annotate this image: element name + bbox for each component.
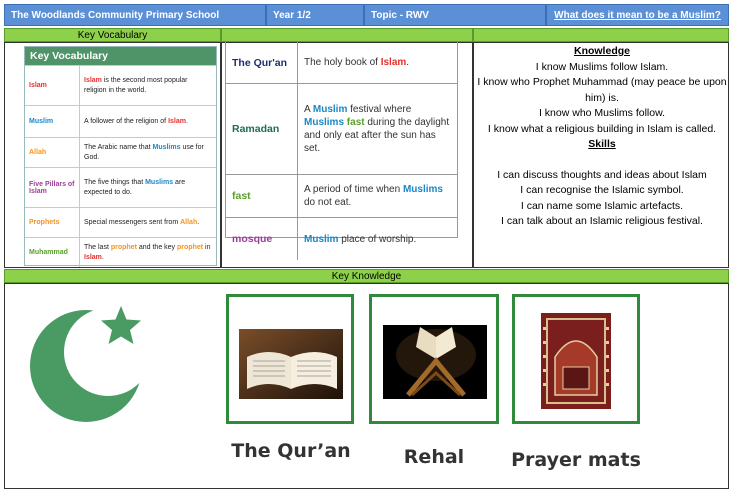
definition-row [225, 84, 458, 175]
quran-picture-frame [226, 294, 354, 424]
definition-term: The Qur'an [225, 42, 298, 83]
definition-fragment: A follower of the religion of [84, 117, 169, 125]
skills-heading: Skills [588, 138, 616, 150]
quran-book-icon [229, 297, 351, 421]
vocabulary-term: Muhammad [25, 238, 80, 267]
prayer-mats-caption: Prayer mats [511, 449, 641, 471]
vocabulary-definition [80, 168, 216, 207]
definition-fragment: fast [346, 117, 365, 128]
vocabulary-row [25, 105, 216, 137]
definition-fragment: Allah [180, 218, 198, 226]
skill-statement: I can name some Islamic artefacts. [520, 199, 684, 212]
definition-text-inner [304, 103, 452, 155]
vocabulary-definition-text [84, 76, 212, 96]
definition-fragment: is the second most popular religion in the world. [84, 76, 188, 94]
definition-fragment: Muslim [312, 104, 348, 115]
knowledge-statement: I know what a religious building in Islam is called. [487, 122, 717, 135]
vocabulary-rows [25, 65, 216, 267]
definition-text-inner [304, 233, 416, 246]
crescent-star-icon [24, 300, 154, 430]
definition-fragment: Muslims [145, 178, 174, 186]
definition-fragment: Special messengers sent from [84, 218, 181, 226]
definition-fragment: festival where [347, 104, 412, 115]
vocabulary-term: Muslim [25, 106, 80, 137]
header-bar-right [473, 28, 729, 42]
definition-term: mosque [225, 218, 298, 260]
knowledge-statement: I know Muslims follow Islam. [535, 60, 669, 73]
year-group: Year 1/2 [266, 4, 364, 26]
definition-fragment: The five things that [84, 178, 146, 186]
header-bar-middle [221, 28, 473, 42]
definition-fragment: Muslims [304, 117, 345, 128]
definition-fragment: place of worship. [338, 233, 417, 245]
vocabulary-definition-text [84, 243, 212, 263]
vocabulary-row [25, 207, 216, 237]
definition-row [225, 218, 458, 260]
vocabulary-definition [80, 238, 216, 267]
vocabulary-row [25, 65, 216, 105]
skill-statement: I can talk about an Islamic religious festival. [501, 215, 703, 227]
rehal-caption: Rehal [403, 446, 465, 468]
knowledge-statement: I know who Muslims follow. [538, 107, 666, 119]
definition-fragment: prophet [110, 243, 137, 251]
vocabulary-row [25, 137, 216, 167]
definition-text-inner [304, 183, 452, 209]
definition-row [225, 42, 458, 84]
definition-fragment: Islam [380, 57, 407, 68]
knowledge-statement: I know who Prophet Muhammad (may peace be upon him) is. [477, 76, 727, 104]
vocabulary-term: Prophets [25, 208, 80, 237]
vocabulary-definition-text [84, 143, 212, 163]
definition-text [298, 218, 458, 260]
definition-fragment: A period of time when [304, 184, 403, 195]
definition-fragment: A [304, 104, 313, 115]
definition-text [298, 175, 458, 217]
definition-fragment: . [197, 218, 200, 226]
definition-term: fast [225, 175, 298, 217]
definition-fragment: The Arabic name that [84, 143, 153, 151]
definition-fragment: . [185, 117, 188, 125]
key-vocabulary-heading: Key Vocabulary [4, 28, 221, 42]
knowledge-skills [476, 44, 728, 230]
vocabulary-term: Allah [25, 138, 80, 167]
vocabulary-row [25, 237, 216, 267]
vocabulary-definition-text [84, 218, 199, 228]
prayer-mat-picture-frame [512, 294, 640, 424]
vocabulary-term: Five Pillars of Islam [25, 168, 80, 207]
skill-statement: I can recognise the Islamic symbol. [520, 184, 684, 196]
definition-fragment: in [203, 243, 211, 251]
definition-fragment: and the key [136, 243, 178, 251]
definition-fragment: do not eat. [304, 197, 352, 208]
vocabulary-definition [80, 66, 216, 105]
definitions-table [225, 42, 458, 245]
vocabulary-definition [80, 106, 216, 137]
definition-fragment: Muslim [304, 233, 339, 245]
definition-fragment: are expected to do. [84, 178, 186, 196]
quran-caption: The Qur’an [231, 440, 351, 462]
definition-row [225, 175, 458, 218]
vocabulary-definition [80, 208, 216, 237]
vocabulary-card [24, 46, 217, 266]
definition-fragment: Islam [84, 76, 102, 84]
topic-label: Topic - RWV [364, 4, 546, 26]
big-question-link[interactable]: What does it mean to be a Muslim? [546, 4, 729, 26]
knowledge-heading: Knowledge [573, 45, 630, 57]
definition-fragment: Islam [84, 253, 102, 261]
vocabulary-term: Islam [25, 66, 80, 105]
definition-text-inner [304, 56, 409, 69]
school-name: The Woodlands Community Primary School [4, 4, 266, 26]
knowledge-list [476, 60, 728, 138]
definition-fragment: . [406, 57, 410, 68]
vocabulary-definition-text [84, 178, 212, 198]
definition-text [298, 84, 458, 174]
skills-list [476, 168, 728, 230]
skill-statement: I can discuss thoughts and ideas about Islam [497, 168, 707, 181]
spacer [476, 153, 728, 168]
rehal-picture-frame [369, 294, 499, 424]
definition-fragment: Islam [168, 117, 186, 125]
definition-fragment: The last [84, 243, 111, 251]
vocabulary-definition [80, 138, 216, 167]
vocabulary-card-title: Key Vocabulary [25, 47, 216, 65]
definition-fragment: prophet [177, 243, 204, 251]
definition-fragment: Muslims [152, 143, 181, 151]
definition-fragment: The holy book of [304, 57, 381, 68]
definition-fragment: during the daylight and only eat after the sun has set. [304, 117, 450, 154]
prayer-mat-icon [515, 297, 637, 421]
key-knowledge-heading: Key Knowledge [4, 269, 729, 283]
vocabulary-row [25, 167, 216, 207]
definition-fragment: . [101, 253, 104, 261]
definition-fragment: Muslims [402, 184, 443, 195]
vocabulary-definition-text [84, 117, 188, 127]
definition-text [298, 42, 458, 83]
definition-fragment: use for God. [84, 143, 204, 161]
definition-term: Ramadan [225, 84, 298, 174]
rehal-stand-icon [372, 297, 496, 421]
